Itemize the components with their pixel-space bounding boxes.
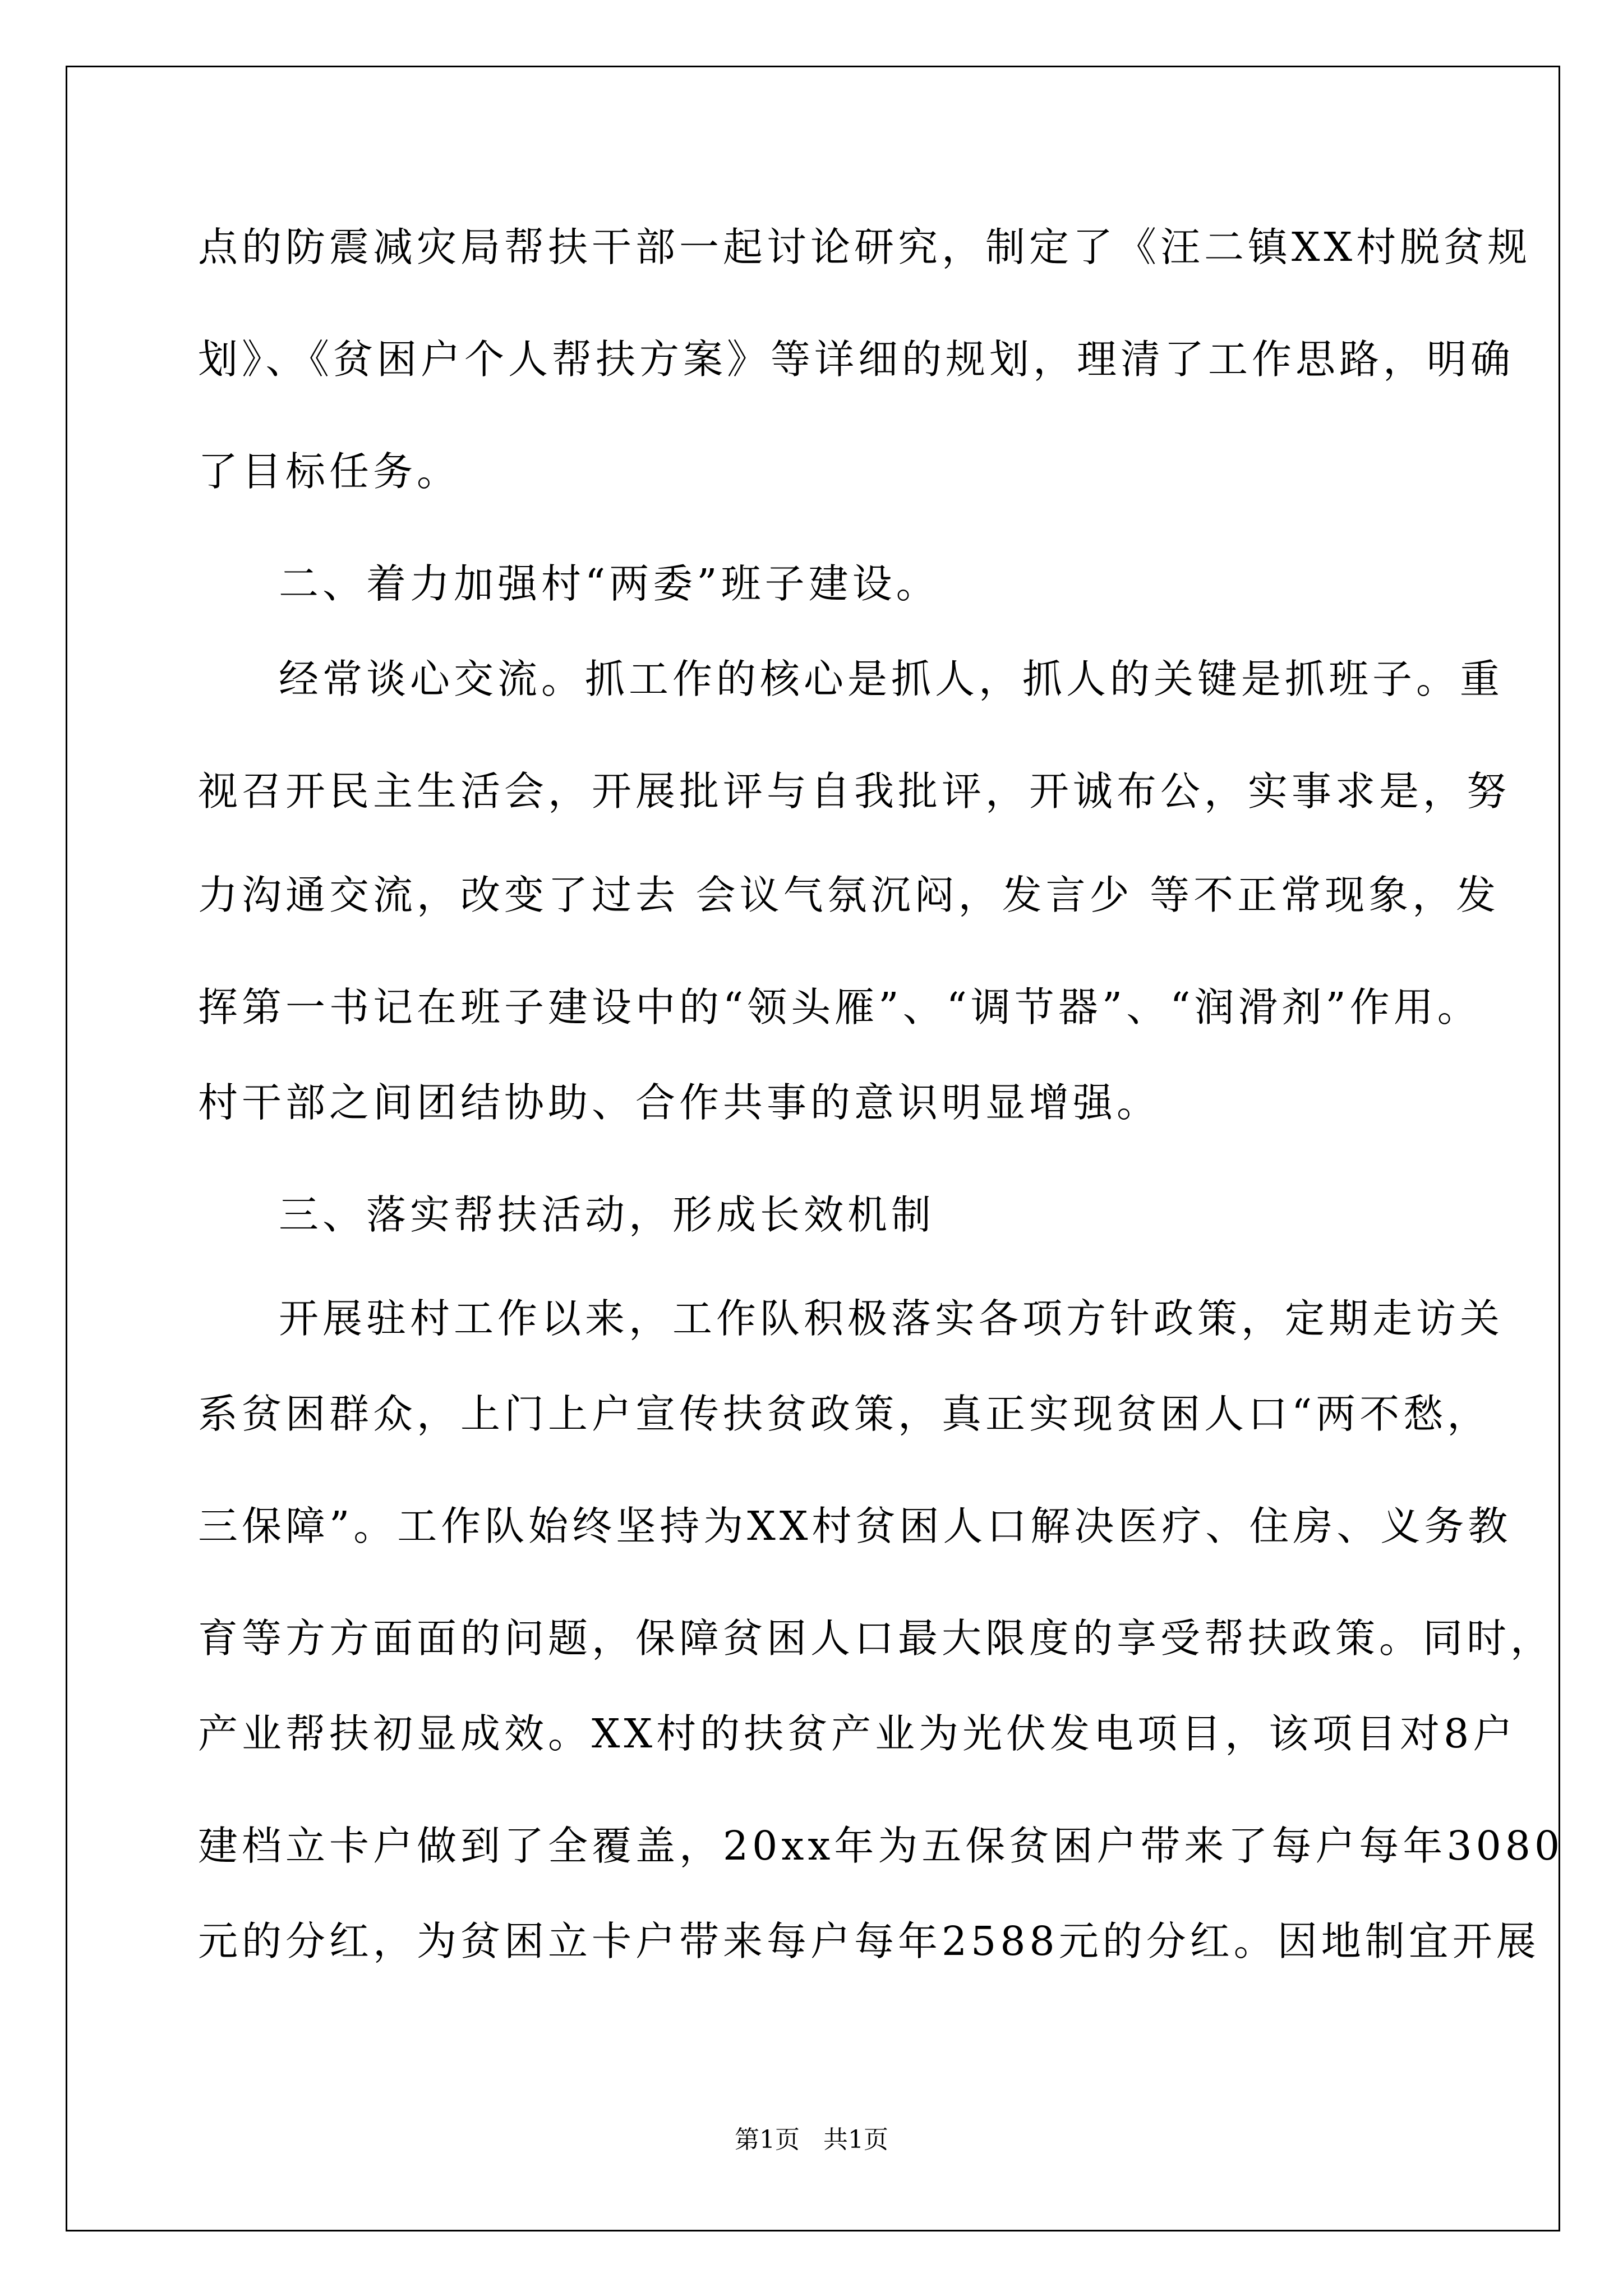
body-line-8: 挥第一书记在班子建设中的“领头雁”、“调节器”、“润滑剂”作用。 (198, 984, 1481, 1030)
body-line-11: 开展驻村工作以来，工作队积极落实各项方针政策，定期走访关 (279, 1295, 1504, 1342)
page-border (66, 66, 1560, 2231)
body-line-5: 经常谈心交流。抓工作的核心是抓人，抓人的关键是抓班子。重 (279, 656, 1504, 702)
body-line-12: 系贫困群众，上门上户宣传扶贫政策，真正实现贫困人口“两不愁， (198, 1391, 1491, 1437)
body-line-17: 元的分红，为贫困立卡户带来每户每年2588元的分红。因地制宜开展 (198, 1918, 1540, 1964)
body-line-13: 三保障”。工作队始终坚持为XX村贫困人口解决医疗、住房、义务教 (198, 1503, 1512, 1549)
body-line-7: 力沟通交流，改变了过去 会议气氛沉闷，发言少 等不正常现象，发 (198, 872, 1500, 918)
body-line-1: 点的防震减灾局帮扶干部一起讨论研究，制定了《汪二镇XX村脱贫规 (198, 224, 1532, 270)
body-line-16: 建档立卡户做到了全覆盖，20xx年为五保贫困户带来了每户每年3080 (198, 1823, 1564, 1869)
page-footer: 第1页 共1页 (735, 2125, 888, 2154)
section-heading-3: 三、落实帮扶活动，形成长效机制 (279, 1191, 935, 1238)
body-line-3: 了目标任务。 (198, 448, 461, 495)
body-line-15: 产业帮扶初显成效。XX村的扶贫产业为光伏发电项目，该项目对8户 (198, 1710, 1517, 1757)
body-line-14: 育等方方面面的问题，保障贫困人口最大限度的享受帮扶政策。同时， (198, 1615, 1555, 1662)
section-heading-2: 二、着力加强村“两委”班子建设。 (279, 560, 940, 607)
body-line-2: 划》、《贫困户个人帮扶方案》等详细的规划，理清了工作思路，明确 (198, 336, 1515, 383)
body-line-6: 视召开民主生活会，开展批评与自我批评，开诚布公，实事求是，努 (198, 768, 1511, 815)
body-line-9: 村干部之间团结协助、合作共事的意识明显增强。 (198, 1079, 1161, 1126)
